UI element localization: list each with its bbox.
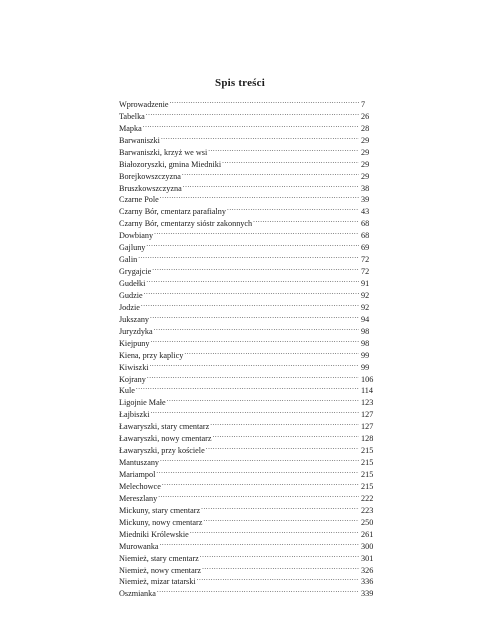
toc-entry-page-number: 98 [361,326,370,336]
toc-entry-label: Mickuny, nowy cmentarz [119,517,203,527]
toc-entry-label: Niemież, mizar tatarski [119,577,196,587]
toc-entry-page-number: 215 [361,481,374,491]
toc-entry-page-number: 99 [361,362,370,372]
dot-leader [213,429,359,441]
toc-entry [119,274,379,286]
dot-leader [154,226,359,238]
toc-entry-label: Mickuny, stary cmentarz [119,505,201,515]
toc-entry-page-number: 69 [361,243,370,253]
dot-leader [182,167,359,179]
toc-entry [119,322,379,334]
toc-entry-page-number: 39 [361,195,370,205]
toc-entry-label: Niemież, stary cmentarz [119,553,199,563]
toc-entry-label: Kule [119,386,135,396]
toc-entry [119,501,379,513]
toc-entry-label: Mapka [119,123,142,133]
toc-entry-label: Łajbiszki [119,410,150,420]
toc-entry-page-number: 43 [361,207,370,217]
toc-entry-page-number: 28 [361,123,370,133]
toc-entry-label: Wprowadzenie [119,99,169,109]
toc-entry-page-number: 29 [361,171,370,181]
toc-entry [119,405,379,420]
dot-leader [161,131,359,143]
dot-leader [190,525,359,537]
toc-entry-page-number: 98 [361,338,370,348]
toc-entry-label: Czarne Pole [119,195,159,205]
dot-leader [141,298,359,310]
toc-entry [119,286,379,298]
toc-entry-page-number: 72 [361,255,370,265]
dot-leader [156,465,359,477]
dot-leader [150,405,359,417]
dot-leader [222,155,359,167]
dot-leader [201,501,359,513]
dot-leader [210,417,359,429]
dot-leader [146,238,359,250]
toc-entry-label: Bruszkowszczyzna [119,183,182,193]
toc-entry-label: Gajluny [119,243,146,253]
dot-leader [208,143,359,155]
toc-entry-label: Kiena, przy kaplicy [119,350,184,360]
toc-entry-label: Mariampol [119,470,156,479]
toc-entry-page-number: 29 [361,147,370,157]
toc-entry-page-number: 99 [361,350,370,360]
dot-leader [160,191,359,203]
toc-entry-label: Grygajcie [119,267,152,277]
toc-entry [119,465,379,477]
toc-entry [119,334,379,346]
toc-entry-page-number: 72 [361,267,370,277]
dot-leader [144,286,359,298]
toc-entry [119,310,379,322]
dot-leader [170,95,359,107]
toc-entry-label: Murowanka [119,541,159,551]
toc-entry-label: Dowbiany [119,231,154,241]
dot-leader [160,453,359,465]
toc-entry-page-number: 127 [361,410,374,420]
toc-entry-label: Kiwiszki [119,362,149,372]
toc-entry-label: Gudełki [119,279,146,288]
toc-entry-page-number: 326 [361,565,374,575]
toc-entry-label: Barwaniszki, krzyż we wsi [119,147,208,157]
toc-entry [119,95,379,107]
toc-entry-page-number: 106 [361,374,374,384]
dot-leader [203,513,359,525]
dot-leader [200,549,359,561]
toc-entry-page-number: 68 [361,231,370,241]
toc-entry [119,250,379,265]
toc-entry-label: Melechowce [119,481,161,491]
dot-leader [160,537,359,549]
toc-entry-label: Czarny Bór, cmentarzy sióstr zakonnych [119,219,253,229]
toc-entry [119,262,379,277]
toc-entry-page-number: 92 [361,302,370,312]
toc-entry-page-number: 300 [361,541,374,551]
dot-leader [167,393,359,405]
toc-entry [119,477,379,489]
toc-entry [119,226,379,241]
table-of-contents [119,95,379,599]
toc-entry-label: Miedniki Królewskie [119,529,189,539]
dot-leader [197,573,359,585]
dot-leader [183,179,359,191]
toc-entry-label: Czarny Bór, cmentarz parafialny [119,207,226,217]
dot-leader [136,382,359,394]
toc-entry [119,358,379,370]
toc-entry-page-number: 128 [361,434,374,444]
toc-entry-page-number: 215 [361,446,374,456]
toc-entry-label: Borejkowszczyzna [119,171,181,181]
toc-entry-page-number: 94 [361,314,370,324]
toc-entry-page-number: 114 [361,386,373,396]
dot-leader [150,334,359,346]
toc-entry [119,131,379,143]
toc-entry-page-number: 123 [361,398,374,408]
dot-leader [146,107,359,119]
toc-entry-page-number: 339 [361,589,374,599]
dot-leader [253,214,359,226]
toc-entry-label: Jukszany [119,314,150,324]
toc-entry-page-number: 336 [361,577,374,587]
dot-leader [206,441,359,453]
toc-entry-label: Ławaryszki, stary cmentarz [119,422,210,432]
toc-entry [119,346,379,358]
toc-entry [119,298,379,310]
dot-leader [143,119,359,131]
dot-leader [158,489,359,501]
toc-entry-label: Tabelka [119,111,145,121]
toc-entry [119,370,379,382]
toc-entry-page-number: 7 [361,99,366,109]
toc-entry-label: Białozoryszki, gmina Miedniki [119,159,222,169]
toc-entry-label: Jodzie [119,302,140,312]
toc-entry-label: Gudzie [119,290,143,300]
dot-leader [154,322,359,334]
toc-entry-label: Barwaniszki [119,135,160,145]
toc-entry-label: Niemież, nowy cmentarz [119,565,202,575]
toc-entry-page-number: 261 [361,529,374,539]
toc-entry [119,584,379,599]
dot-leader [150,310,359,322]
toc-entry [119,238,379,253]
toc-entry [119,393,379,408]
toc-entry-label: Oszmianka [119,589,156,599]
toc-entry-page-number: 250 [361,517,374,527]
toc-entry-page-number: 127 [361,422,374,432]
toc-entry [119,382,379,394]
toc-entry-label: Ławaryszki, nowy cmentarz [119,434,212,444]
toc-entry-page-number: 222 [361,493,374,503]
toc-entry-label: Ligojnie Małe [119,398,166,408]
toc-entry-page-number: 26 [361,111,370,121]
page-title: Spis treści [215,77,265,89]
toc-entry-page-number: 301 [361,553,374,563]
dot-leader [138,250,359,262]
toc-entry [119,417,379,432]
toc-entry-page-number: 68 [361,219,370,229]
toc-entry-label: Kojrany [119,374,146,384]
toc-entry-page-number: 29 [361,135,370,145]
dot-leader [147,370,359,382]
dot-leader [150,358,359,370]
toc-entry-label: Ławaryszki, przy kościele [119,446,205,456]
dot-leader [152,262,359,274]
toc-entry [119,489,379,501]
toc-entry-label: Galin [119,255,138,265]
dot-leader [162,477,359,489]
toc-entry [119,107,379,119]
dot-leader [227,202,359,214]
toc-entry-label: Mereszlany [119,493,158,503]
dot-leader [146,274,359,286]
toc-entry-page-number: 215 [361,470,374,479]
dot-leader [184,346,359,358]
toc-entry-label: Juryzdyka [119,326,153,336]
toc-entry-label: Kiejpuny [119,338,150,348]
toc-entry-label: Mantuszany [119,458,160,468]
toc-entry-page-number: 92 [361,290,370,300]
toc-entry [119,119,379,131]
toc-entry-page-number: 223 [361,505,374,515]
dot-leader [157,584,359,596]
toc-entry-page-number: 38 [361,183,370,193]
toc-entry-page-number: 215 [361,458,374,468]
dot-leader [202,561,359,573]
toc-entry-page-number: 91 [361,279,370,288]
toc-entry-page-number: 29 [361,159,370,169]
